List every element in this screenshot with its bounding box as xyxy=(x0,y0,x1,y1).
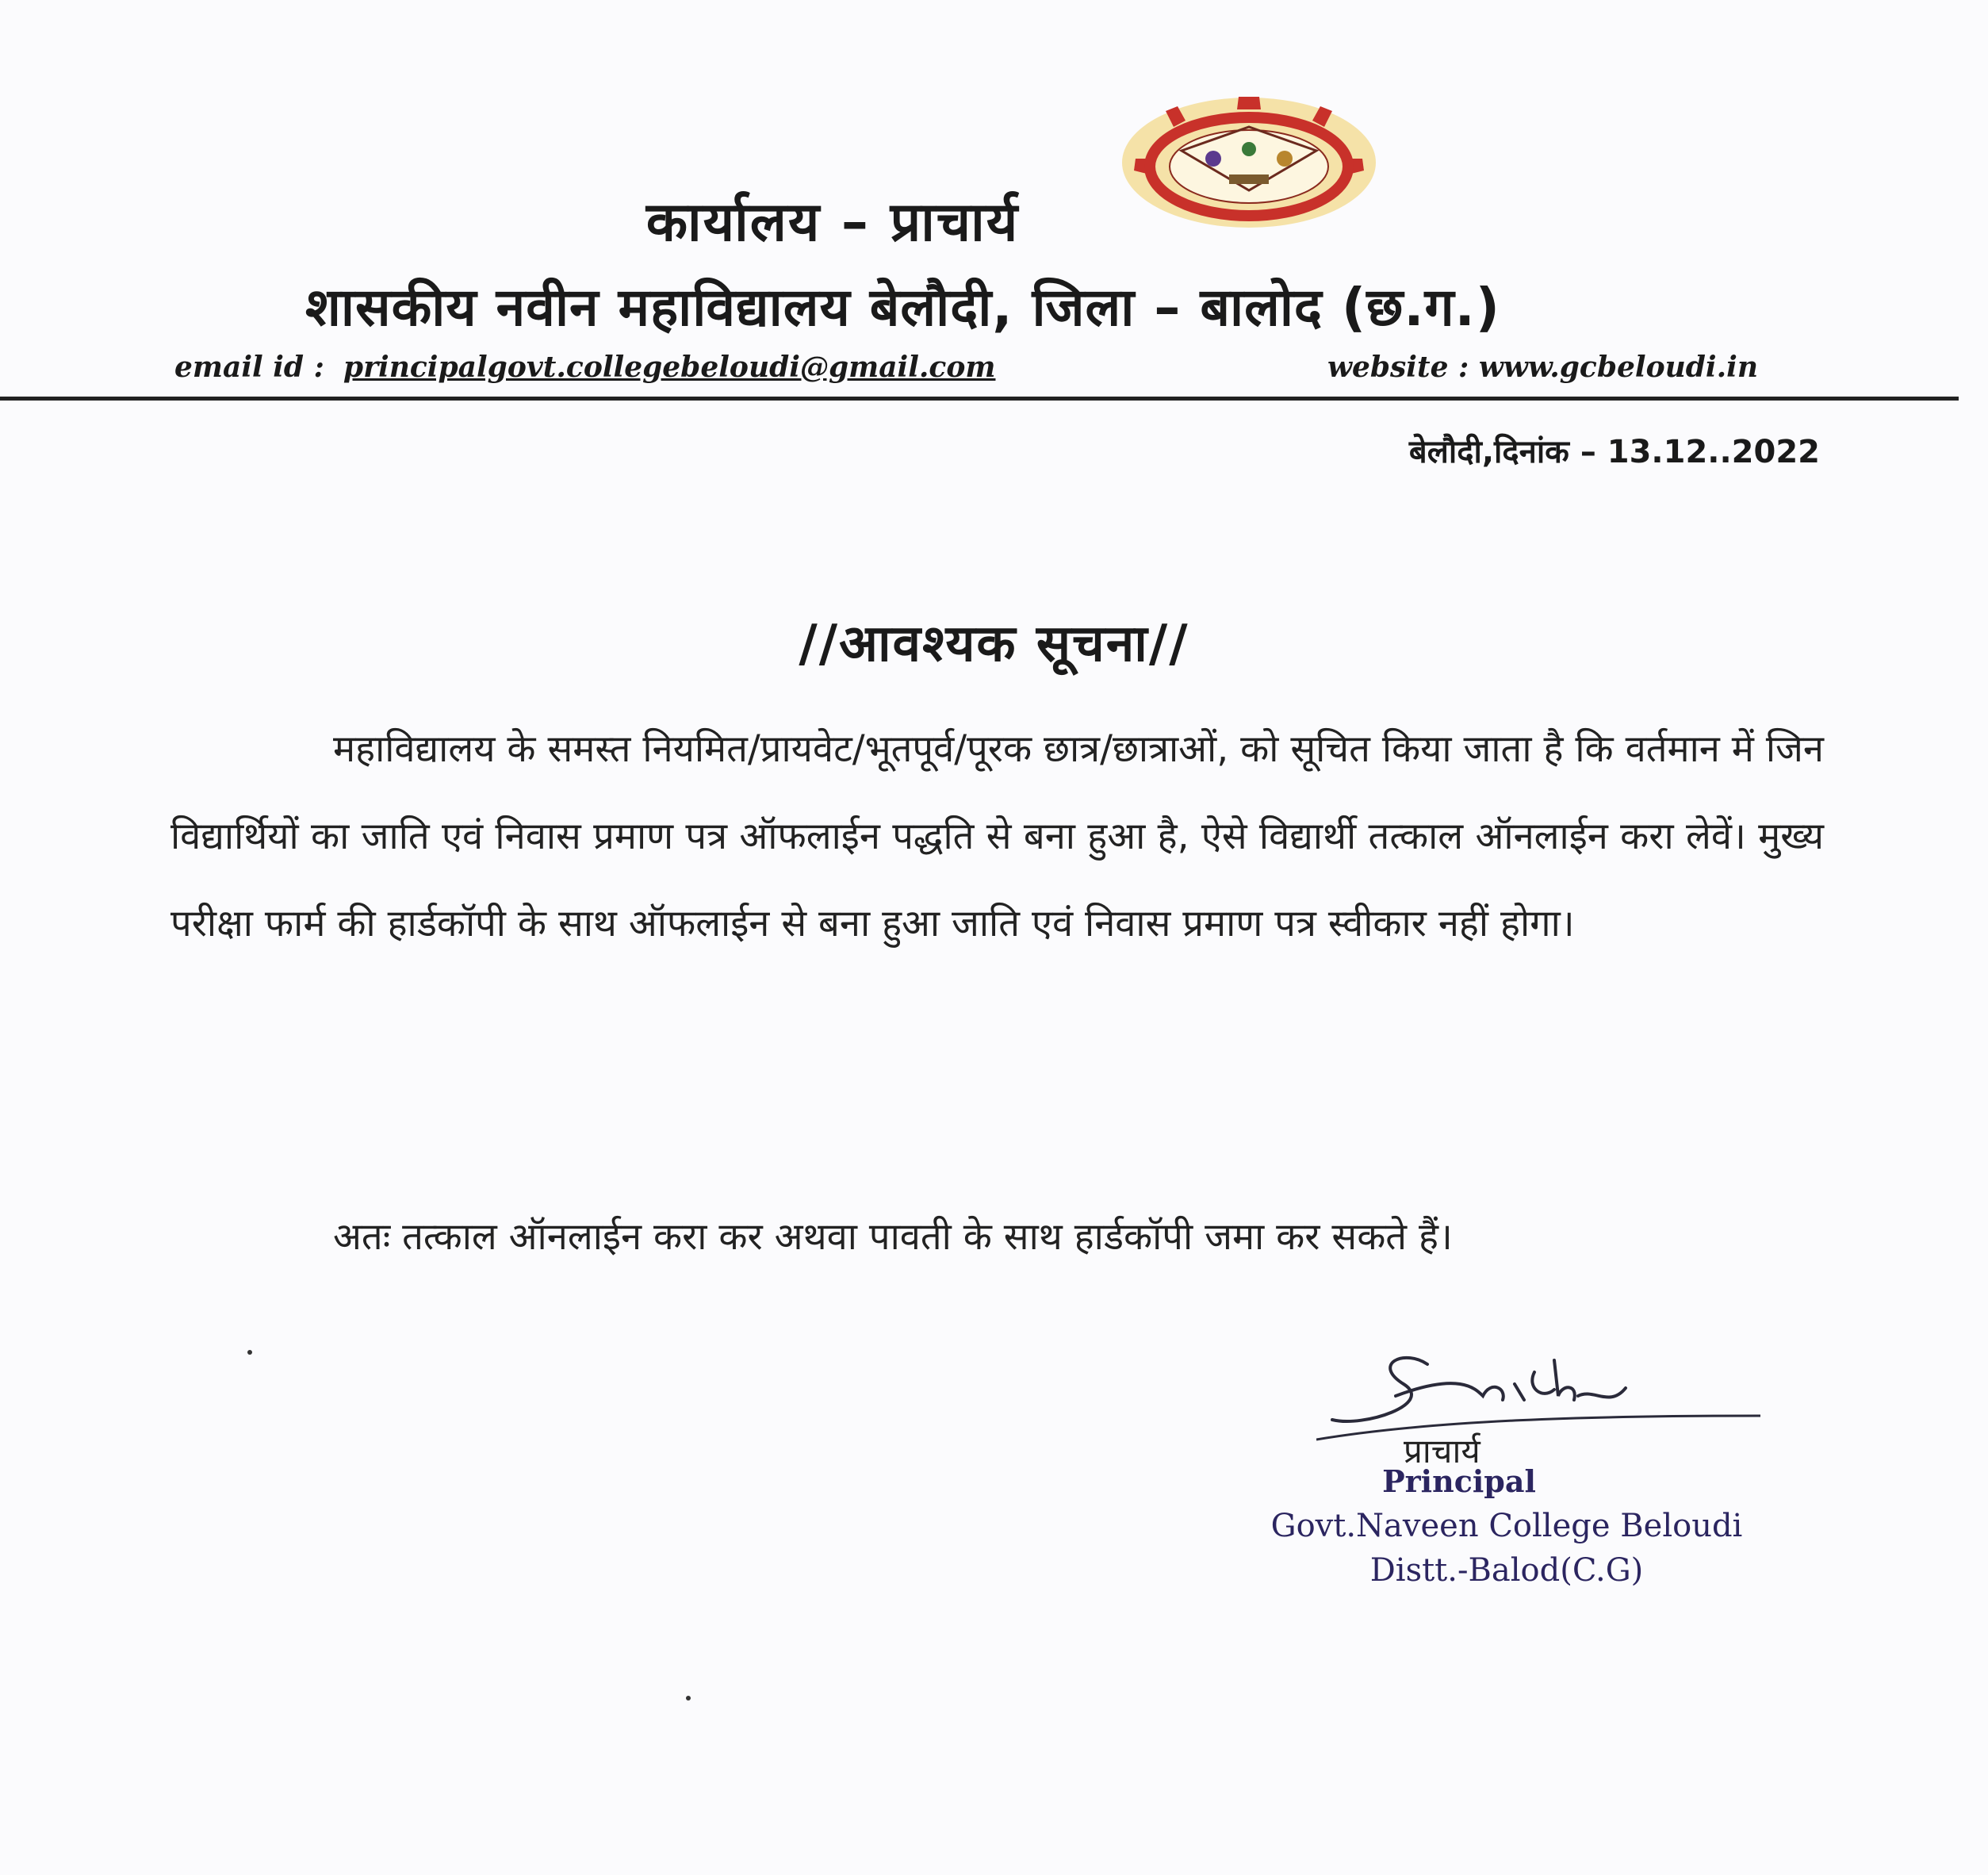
stamp-college: Govt.Naveen College Beloudi xyxy=(1270,1508,1743,1544)
notice-paragraph-2: अतः तत्काल ऑनलाईन करा कर अथवा पावती के साथ हार्डकॉपी जमा कर सकते हैं। xyxy=(333,1215,1453,1259)
scan-speck xyxy=(247,1350,252,1355)
notice-heading: //आवश्यक सूचना// xyxy=(799,615,1189,673)
notice-paragraph-1: महाविद्यालय के समस्त नियमित/प्रायवेट/भूतपूर्व/पूरक छात्र/छात्राओं, को सूचित किया जाता है कि वर्तमान में जिन विद्यार्थियों का जाति एवं निवास प्रमाण पत्र ऑफलाईन पद्धति से बना हुआ है, ऐसे विद्यार्थी तत्काल ऑनलाईन करा लेवें। मुख्य परीक्षा फार्म की हार्डकॉपी के साथ ऑफलाईन से बना हुआ जाति एवं निवास प्रमाण पत्र स्वीकार नहीं होगा। xyxy=(170,727,1824,945)
college-name: शासकीय नवीन महाविद्यालय बेलौदी, जिला – बालोद (छ.ग.) xyxy=(305,277,1500,338)
office-title: कार्यालय – प्राचार्य xyxy=(645,191,1020,254)
header-divider xyxy=(0,397,1959,401)
email-address-link[interactable]: principalgovt.collegebeloudi@gmail.com xyxy=(343,351,996,384)
website-text: website : www.gcbeloudi.in xyxy=(1327,351,1758,384)
email-label: email id : xyxy=(174,351,324,384)
stamp-district: Distt.-Balod(C.G) xyxy=(1369,1552,1644,1589)
principal-stamp xyxy=(1237,1459,1776,1593)
stamp-role: Principal xyxy=(1382,1463,1536,1499)
handwritten-signature xyxy=(1316,1340,1776,1444)
scan-speck xyxy=(686,1696,691,1701)
email-line xyxy=(174,351,995,384)
date-line: बेलौदी,दिनांक – 13.12..2022 xyxy=(1408,434,1820,470)
principal-title-hindi: प्राचार्य xyxy=(1404,1432,1480,1470)
